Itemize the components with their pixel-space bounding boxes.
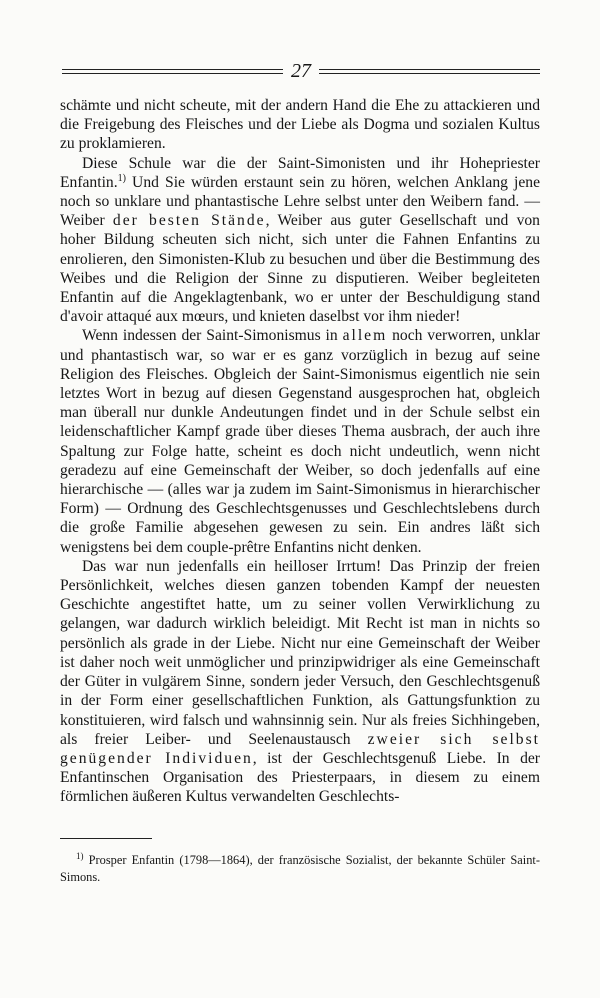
body-text [60,96,540,807]
footnote [60,852,540,886]
footnote-mark: 1) [76,850,84,861]
footnote-text: Prosper Enfantin (1798—1864), der französische Sozialist, der bekannte Schüler Saint-Simons. [60,853,540,884]
paragraph-3: Wenn indessen der Saint-Simonismus in allem noch verworren, unklar und phantastisch war, so war er es ganz vorzüglich in bezug auf seine Religion des Fleisches. Obgleich der Saint-Simonismus eigentlich nie sein letztes Wort in bezug auf diesen Gegenstand ausgesprochen hat, obgleich man überall nur dunkle Andeutungen findet und in der Schule selbst ein leidenschaftlicher Kampf grade über dieses Thema ausbrach, der auch ihre Spaltung zur Folge hatte, scheint es doch nicht undeutlich, wenn nicht geradezu auf eine Gemeinschaft der Weiber, so doch jedenfalls auf eine hierarchische — (alles war ja zudem im Saint-Simonismus in hierarchischer Form) — Ordnung des Geschlechtsgenusses und Geschlechtslebens durch die große Familie abgesehen gewesen zu sein. Ein andres läßt sich wenigstens bei dem couple-prêtre Enfantins nicht denken. [60,327,540,556]
emphasis-spaced: zweier sich selbst genügender Individuen [60,730,540,767]
page-header [62,58,540,84]
footnote-divider [60,838,152,839]
page-number: 27 [291,60,311,82]
paragraph-1: schämte und nicht scheute, mit der andern Hand die Ehe zu attackieren und die Freigebung des Fleisches und der Liebe als Dogma und sozialen Kultus zu proklamieren. [60,97,540,153]
emphasis-spaced: der besten Stände [112,212,266,230]
header-rule-right [319,69,540,74]
emphasis-spaced: allem [342,327,388,345]
paragraph-4: Das war nun jedenfalls ein heilloser Irrtum! Das Prinzip der freien Persönlichkeit, welches diesen ganzen tobenden Kampf der neuesten Geschichte angestiftet hatte, um zu seiner vollen Verwirklichung zu gelangen, war dadurch wirklich beleidigt. Mit Recht ist man in nichts so persönlich als grade in der Liebe. Nicht nur eine Gemeinschaft der Weiber ist daher noch weit unmöglicher und prinzipwidriger als eine Gemeinschaft der Güter in vulgärem Sinne, sondern jeder Versuch, den Geschlechtsgenuß in der Form einer gesellschaftlichen Funktion, als Gattungsfunktion zu konstituieren, wird falsch und wahnsinnig sein. Nur als freies Sichhingeben, als freier Leiber- und Seelenaustausch zweier sich selbst genügender Individuen, ist der Geschlechtsgenuß Liebe. In der Enfantinschen Organisation des Priesterpaars, in diesem zu einem förmlichen äußeren Kultus verwandelten Geschlechts- [60,557,540,806]
header-rule-left [62,69,283,74]
paragraph-2: Diese Schule war die der Saint-Simonisten und ihr Hohepriester Enfantin.$^{1)}$ Und Sie würden erstaunt sein zu hören, welchen Anklang jene noch so unklare und phantastische Lehre selbst unter den Weibern fand. — Weiber der besten Stände, Weiber aus guter Gesellschaft und von hoher Bildung scheuten sich nicht, sich unter die Fahnen Enfantins zu enrolieren, den Simonisten-Klub zu besuchen und über die Bestimmung des Weibes und die Religion der Sinne zu disputieren. Weiber begleiteten Enfantin auf die Angeklagtenbank, wo er unter der Beschuldigung stand d'avoir attaqué aux mœurs, und knieten daselbst vor ihm nieder! [60,154,540,326]
footnote-reference: 1) [117,172,126,184]
